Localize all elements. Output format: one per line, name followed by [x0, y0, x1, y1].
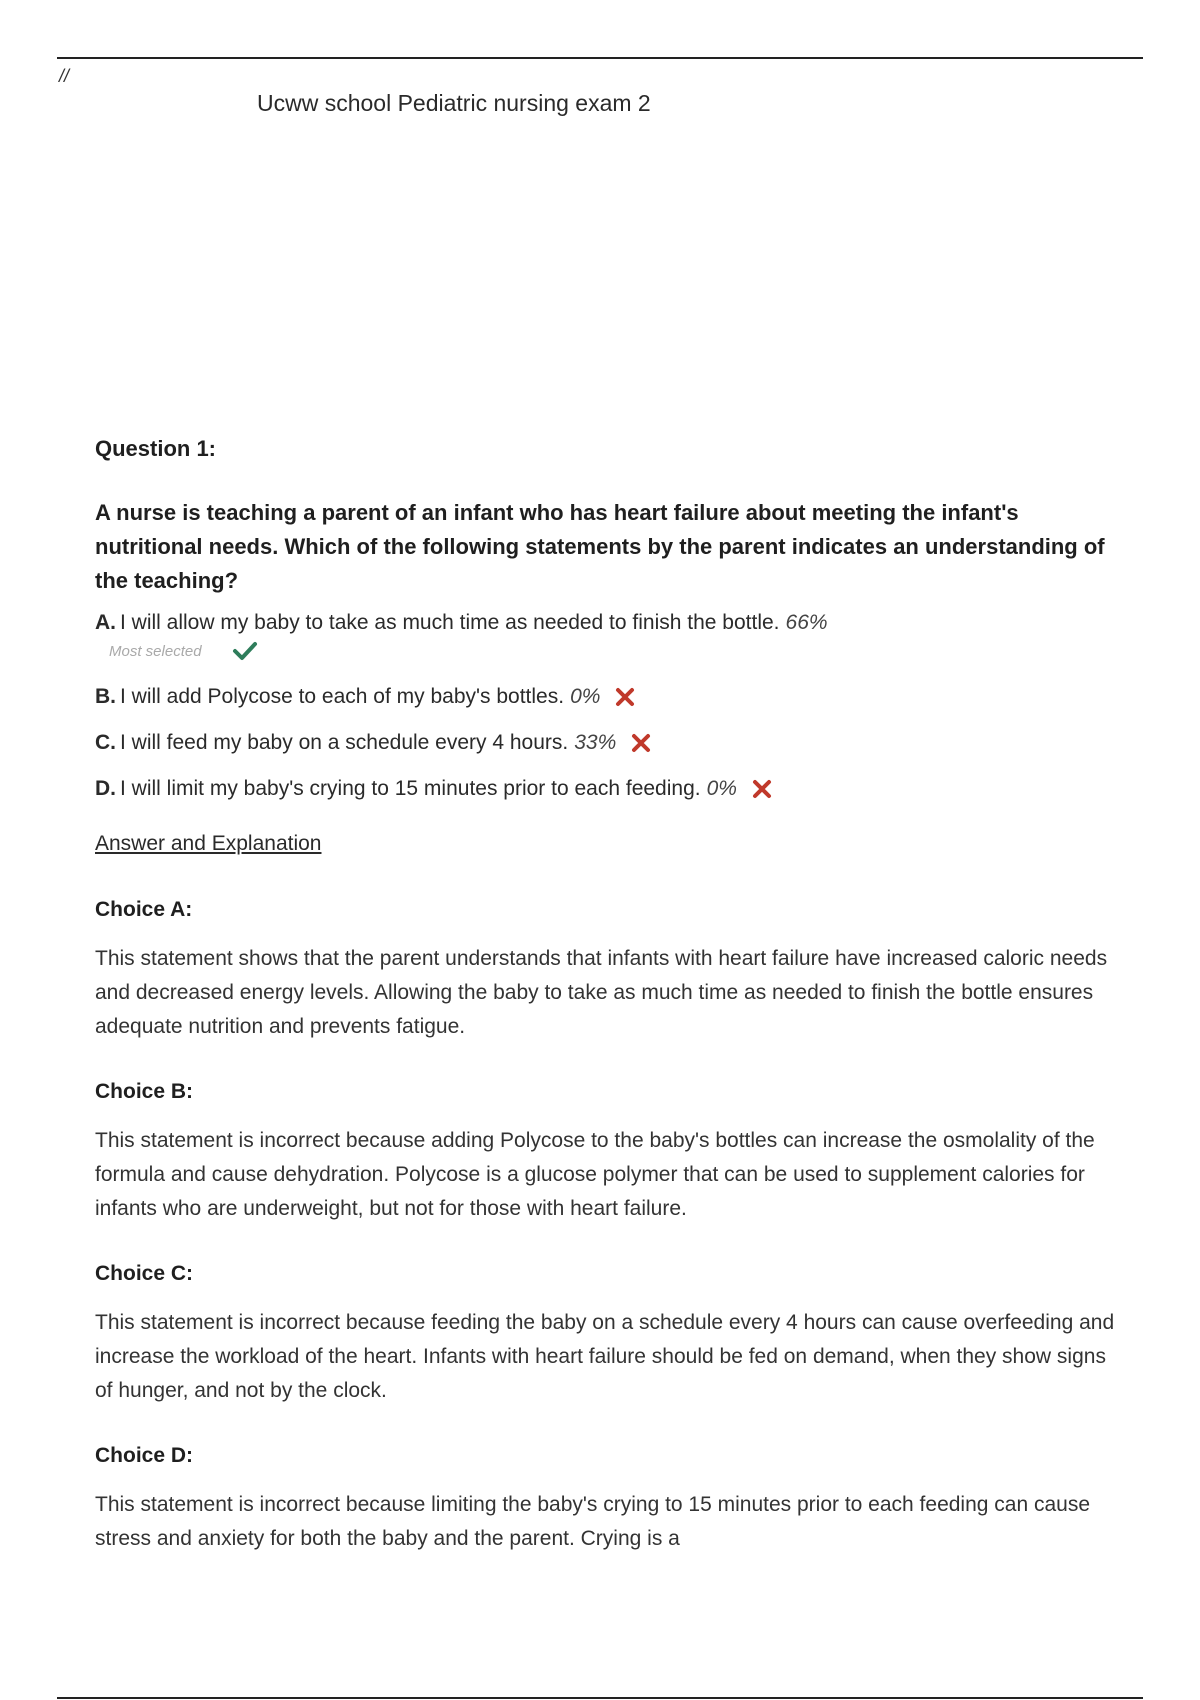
option-text: I will add Polycose to each of my baby's bottles.: [120, 685, 565, 708]
option-text: I will allow my baby to take as much time as needed to finish the bottle.: [120, 611, 780, 634]
document-title: Ucww school Pediatric nursing exam 2: [257, 90, 651, 116]
question-text: A nurse is teaching a parent of an infant who has heart failure about meeting the infant's nutritional needs. Which of the following statements by the parent indicates an understanding of the teaching?: [95, 500, 1105, 593]
option-letter: D.: [95, 777, 116, 800]
option-percentage: 0%: [706, 777, 737, 800]
option-c: [95, 728, 1115, 758]
bottom-rule: [57, 1697, 1143, 1699]
top-rule: [57, 57, 1143, 59]
most-selected-row: [109, 640, 1115, 662]
option-a: [95, 608, 1115, 638]
header-mark: //: [59, 66, 70, 86]
choice-c-explanation: This statement is incorrect because feeding the baby on a schedule every 4 hours can cause overfeeding and increase the workload of the heart. Infants with heart failure should be fed on demand, when they show signs of hunger, and not by the clock.: [95, 1311, 1115, 1402]
choice-a-heading: Choice A:: [95, 898, 193, 921]
option-letter: C.: [95, 731, 116, 754]
choice-b-heading: Choice B:: [95, 1080, 194, 1103]
option-letter: A.: [95, 611, 116, 634]
cross-icon: [630, 732, 652, 754]
option-text: I will feed my baby on a schedule every 4 hours.: [120, 731, 569, 754]
option-text: I will limit my baby's crying to 15 minutes prior to each feeding.: [120, 777, 701, 800]
most-selected-label: Most selected: [109, 642, 202, 660]
choice-c-heading: Choice C:: [95, 1262, 194, 1285]
choice-a-explanation: This statement shows that the parent understands that infants with heart failure have increased caloric needs and decreased energy levels. Allowing the baby to take as much time as needed to finish the bottle ensures adequate nutrition and prevents fatigue.: [95, 947, 1108, 1038]
question-heading: Question 1:: [95, 436, 217, 461]
option-percentage: 0%: [570, 685, 601, 708]
option-letter: B.: [95, 685, 116, 708]
check-icon: [232, 640, 258, 662]
answer-explanation-link[interactable]: Answer and Explanation: [95, 832, 322, 855]
cross-icon: [614, 686, 636, 708]
option-d: [95, 774, 1115, 804]
question-content: [95, 436, 1115, 1592]
cross-icon: [751, 778, 773, 800]
choice-d-heading: Choice D:: [95, 1444, 194, 1467]
option-b: [95, 682, 1115, 712]
option-percentage: 66%: [785, 611, 828, 634]
choice-d-explanation: This statement is incorrect because limiting the baby's crying to 15 minutes prior to each feeding can cause stress and anxiety for both the baby and the parent. Crying is a: [95, 1493, 1091, 1550]
option-percentage: 33%: [574, 731, 617, 754]
choice-b-explanation: This statement is incorrect because adding Polycose to the baby's bottles can increase the osmolality of the formula and cause dehydration. Polycose is a glucose polymer that can be used to supplement calories for infants who are underweight, but not for those with heart failure.: [95, 1129, 1095, 1220]
